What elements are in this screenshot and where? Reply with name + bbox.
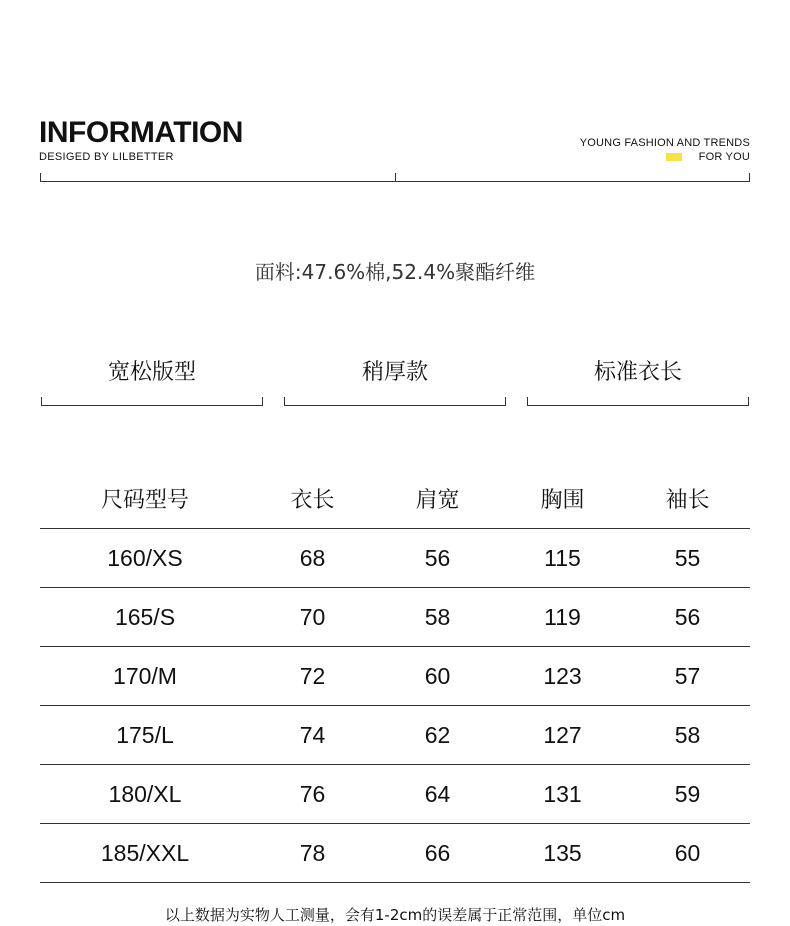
cell-sleeve: 57 [625,647,750,706]
divider-tick-right [749,173,750,182]
cell-sleeve: 58 [625,706,750,765]
feature-label: 稍厚款 [361,360,428,385]
feature-fit [41,354,263,406]
table-row [40,765,750,824]
feature-length [527,354,749,406]
header-size: 尺码型号 [40,468,250,529]
tagline-line1: YOUNG FASHION AND TRENDS [579,137,750,149]
cell-size: 180/XL [40,765,250,824]
header-length: 衣长 [250,468,375,529]
cell-chest: 135 [500,824,625,883]
cell-sleeve: 55 [625,529,750,588]
feature-bracket [284,397,506,406]
cell-size: 175/L [40,706,250,765]
feature-label: 宽松版型 [107,360,196,385]
brand-subtitle: DESIGED BY LILBETTER [39,151,174,163]
table-header-row [40,468,750,529]
material-composition: 面料:47.6%棉,52.4%聚酯纤维 [254,260,536,284]
cell-length: 68 [250,529,375,588]
header-chest: 胸围 [500,468,625,529]
table-row [40,706,750,765]
cell-length: 72 [250,647,375,706]
cell-length: 76 [250,765,375,824]
cell-size: 165/S [40,588,250,647]
cell-chest: 131 [500,765,625,824]
cell-chest: 127 [500,706,625,765]
table-row [40,647,750,706]
table-row [40,824,750,883]
cell-shoulder: 64 [375,765,500,824]
cell-shoulder: 66 [375,824,500,883]
cell-shoulder: 58 [375,588,500,647]
cell-size: 160/XS [40,529,250,588]
cell-chest: 119 [500,588,625,647]
size-table [40,468,750,883]
feature-label: 标准衣长 [593,360,682,385]
divider-tick-middle [395,173,396,182]
cell-size: 185/XXL [40,824,250,883]
cell-shoulder: 60 [375,647,500,706]
table-row [40,529,750,588]
cell-chest: 123 [500,647,625,706]
cell-shoulder: 56 [375,529,500,588]
cell-length: 78 [250,824,375,883]
cell-chest: 115 [500,529,625,588]
feature-bracket [527,397,749,406]
header-sleeve: 袖长 [625,468,750,529]
divider-tick-left [40,173,41,182]
feature-bracket [41,397,263,406]
cell-shoulder: 62 [375,706,500,765]
feature-thickness [284,354,506,406]
cell-sleeve: 60 [625,824,750,883]
cell-sleeve: 56 [625,588,750,647]
header-shoulder: 肩宽 [375,468,500,529]
brand-title: INFORMATION [39,116,243,149]
accent-mark [666,153,682,161]
measurement-footnote: 以上数据为实物人工测量，会有1-2cm的误差属于正常范围，单位cm [164,906,626,924]
cell-length: 70 [250,588,375,647]
table-row [40,588,750,647]
cell-length: 74 [250,706,375,765]
cell-sleeve: 59 [625,765,750,824]
tagline-line2: FOR YOU [698,151,750,163]
cell-size: 170/M [40,647,250,706]
